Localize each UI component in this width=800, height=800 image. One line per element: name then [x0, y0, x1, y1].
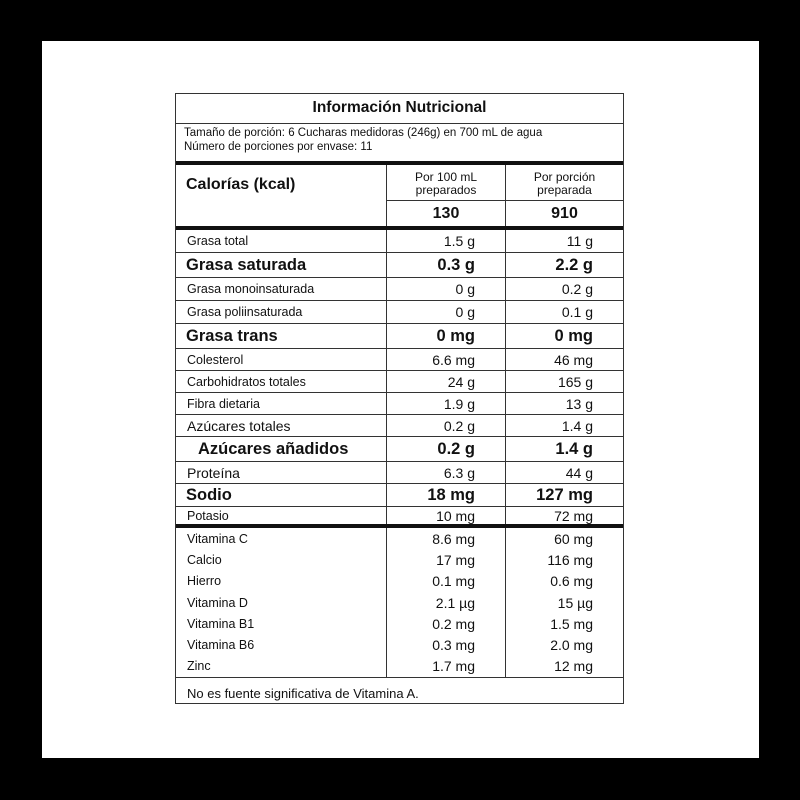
serving-info — [176, 124, 623, 165]
calories-per-100ml: 130 — [432, 204, 460, 222]
value-per-portion: 1.4 g — [555, 439, 593, 458]
value-per-100ml: 0 mg — [387, 324, 506, 348]
calories-label: Calorías (kcal) — [176, 165, 387, 226]
value-per-100ml: 8.6 mg — [387, 528, 506, 549]
value-per-portion: 2.0 mg — [550, 637, 593, 654]
value-per-portion: 165 g — [557, 373, 593, 390]
nutrition-label — [175, 93, 624, 704]
value-per-portion: 0 mg — [554, 326, 593, 345]
nutrient-name: Grasa trans — [176, 324, 387, 348]
value-per-100ml: 6.3 g — [387, 462, 506, 483]
nutrient-name: Carbohidratos totales — [176, 371, 387, 392]
value-per-100ml: 17 mg — [387, 549, 506, 570]
column-per-100ml — [387, 165, 506, 226]
nutrient-name: Grasa poliinsaturada — [176, 301, 387, 323]
table-row — [176, 613, 623, 634]
nutrient-name: Grasa total — [176, 230, 387, 252]
nutrient-name: Vitamina B6 — [176, 634, 387, 655]
value-per-portion: 127 mg — [536, 485, 593, 504]
value-per-portion: 0.2 g — [561, 281, 593, 297]
nutrient-name: Azúcares totales — [176, 415, 387, 436]
value-per-100ml: 0 g — [387, 278, 506, 300]
nutrient-name: Grasa monoinsaturada — [176, 278, 387, 300]
value-per-portion: 44 g — [565, 464, 593, 481]
column-per-portion — [506, 165, 623, 226]
nutrient-name: Zinc — [176, 656, 387, 677]
value-per-portion: 1.4 g — [561, 417, 593, 434]
table-row — [176, 301, 623, 324]
nutrient-table — [176, 230, 623, 528]
value-per-100ml: 1.5 g — [387, 230, 506, 252]
table-row — [176, 549, 623, 570]
table-row — [176, 393, 623, 415]
nutrient-name: Fibra dietaria — [176, 393, 387, 414]
value-per-portion: 0.6 mg — [550, 573, 593, 590]
nutrient-name: Grasa saturada — [176, 253, 387, 277]
value-per-100ml: 0 g — [387, 301, 506, 323]
table-row — [176, 656, 623, 677]
nutrient-name: Sodio — [176, 484, 387, 506]
value-per-100ml: 6.6 mg — [387, 349, 506, 370]
table-row — [176, 592, 623, 613]
table-row — [176, 324, 623, 349]
table-row — [176, 437, 623, 462]
value-per-100ml: 24 g — [387, 371, 506, 392]
column-header-100ml: Por 100 mL preparados — [387, 165, 505, 201]
value-per-100ml: 0.2 g — [387, 415, 506, 436]
value-per-100ml: 10 mg — [387, 507, 506, 524]
table-row — [176, 528, 623, 549]
nutrient-name: Colesterol — [176, 349, 387, 370]
value-per-portion: 0.1 g — [561, 304, 593, 320]
nutrient-name: Azúcares añadidos — [176, 437, 387, 461]
table-row — [176, 634, 623, 655]
table-row — [176, 484, 623, 507]
table-row — [176, 253, 623, 278]
nutrient-name: Calcio — [176, 549, 387, 570]
table-row — [176, 371, 623, 393]
value-per-100ml: 1.9 g — [387, 393, 506, 414]
calories-per-portion: 910 — [551, 204, 578, 222]
value-per-portion: 15 µg — [557, 594, 593, 611]
nutrient-name: Hierro — [176, 571, 387, 592]
value-per-portion: 72 mg — [554, 507, 593, 524]
serving-size: Tamaño de porción: 6 Cucharas medidoras (246g) en 700 mL de agua — [184, 127, 543, 139]
value-per-100ml: 0.3 g — [387, 253, 506, 277]
table-row — [176, 415, 623, 437]
nutrient-name: Vitamina D — [176, 592, 387, 613]
table-row — [176, 462, 623, 484]
nutrient-name: Potasio — [176, 507, 387, 524]
value-per-100ml: 18 mg — [387, 484, 506, 506]
nutrient-name: Vitamina B1 — [176, 613, 387, 634]
value-per-portion: 116 mg — [547, 551, 593, 568]
table-row — [176, 349, 623, 371]
value-per-portion: 2.2 g — [555, 255, 593, 274]
table-row — [176, 278, 623, 301]
table-row — [176, 230, 623, 253]
calories-header-row — [176, 165, 623, 230]
value-per-100ml: 0.1 mg — [387, 571, 506, 592]
nutrient-name: Vitamina C — [176, 528, 387, 549]
column-header-portion: Por porción preparada — [506, 165, 623, 201]
footnote: No es fuente significativa de Vitamina A. — [187, 686, 419, 702]
table-row — [176, 507, 623, 528]
value-per-100ml: 0.2 g — [387, 437, 506, 461]
vitamin-table — [176, 528, 623, 678]
value-per-100ml: 0.3 mg — [387, 634, 506, 655]
value-per-100ml: 2.1 µg — [387, 592, 506, 613]
nutrient-name: Proteína — [176, 462, 387, 483]
value-per-100ml: 0.2 mg — [387, 613, 506, 634]
value-per-portion: 11 g — [566, 233, 593, 249]
label-title: Información Nutricional — [176, 94, 623, 124]
value-per-portion: 1.5 mg — [550, 615, 593, 632]
value-per-100ml: 1.7 mg — [387, 656, 506, 677]
servings-per-container: Número de porciones por envase: 11 — [184, 141, 373, 153]
value-per-portion: 12 mg — [554, 658, 593, 675]
value-per-portion: 13 g — [565, 395, 593, 412]
value-per-portion: 46 mg — [554, 351, 593, 368]
value-per-portion: 60 mg — [554, 530, 593, 547]
table-row — [176, 571, 623, 592]
